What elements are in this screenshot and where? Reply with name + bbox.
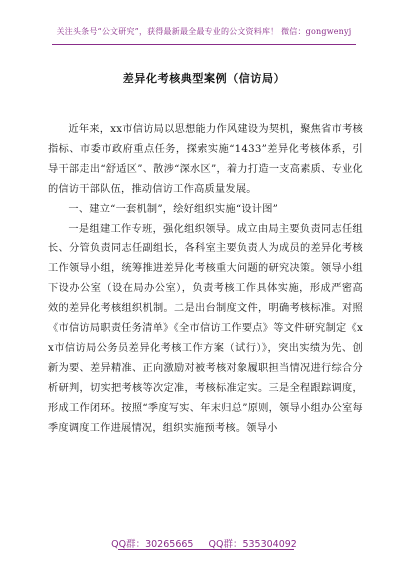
section-heading: 一、建立“一套机制”，绘好组织实施“设计图” — [68, 203, 279, 215]
footer-contact — [0, 536, 408, 550]
header-divider — [52, 44, 356, 45]
footer-qq-group-2: QQ群：535304092 — [208, 539, 297, 550]
intro-paragraph: 近年来，xx市信访局以思想能力作风建设为契机，聚焦省市考核指标、市委市政府重点任务，探索实施“1433”差异化考核体系，引导干部走出“舒适区”、散涉“深水区”，着力打造一支高素质、专业化的信访干部队伍，推动信访工作高质量发展。 — [48, 124, 363, 195]
header-banner: 关注头条号“公文研究”，获得最新最全最专业的公文资料库！ 微信：gongwenyj — [56, 27, 352, 36]
document-body — [48, 120, 363, 439]
footer-divider — [118, 549, 294, 550]
section-paragraph: 一是组建工作专班，强化组织领导。成立由局主要负责同志任组长、分管负责同志任副组长，各科室主要负责人为成员的差异化考核工作领导小组，统筹推进差异化考核重大问题的研究决策。领导小组下设办公室（设在局办公室），负责考核工作具体实施，形成严密高效的差异化考核组织机制。二是出台制度文件，明确考核标准。对照《市信访局职责任务清单》《全市信访工作要点》等文件研究制定《xx市信访局公务员差异化考核工作方案（试行）》，突出实绩为先、创新为要、差异精准、正向激励对被考核对象履职担当情况进行综合分析研判，切实把考核等次定准，考核标准定实。三是全程跟踪调度，形成工作闭环。按照“季度写实、年末归总”原则，领导小组办公室每季度调度工作进展情况，组织实施预考核。领导小 — [48, 223, 363, 434]
document-title: 差异化考核典型案例（信访局） — [122, 72, 286, 85]
footer-qq-group-1: QQ群：30265665 — [111, 539, 194, 550]
